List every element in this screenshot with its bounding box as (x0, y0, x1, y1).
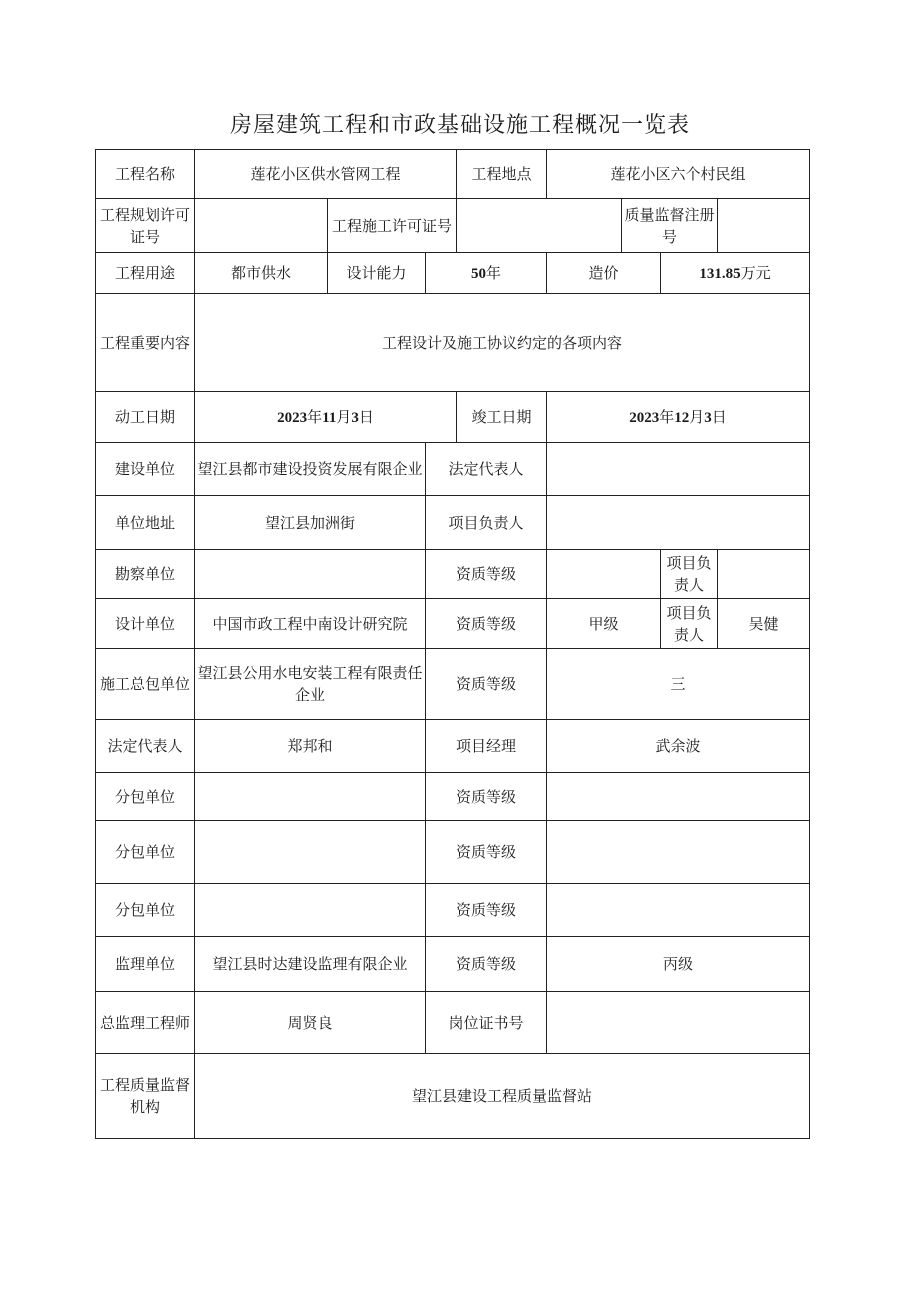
quality-agency-value: 望江县建设工程质量监督站 (195, 1054, 810, 1139)
address-label: 单位地址 (96, 496, 195, 550)
subcontractor-qual-value (547, 884, 810, 937)
design-lead-label: 项目负责人 (661, 599, 718, 649)
end-date-label: 竣工日期 (457, 392, 547, 443)
row-subcontractor-2 (96, 821, 810, 884)
survey-qual-value (547, 550, 661, 599)
row-design (96, 599, 810, 649)
address-value: 望江县加洲街 (195, 496, 426, 550)
project-lead-label: 项目负责人 (426, 496, 547, 550)
end-year: 2023 (629, 409, 660, 426)
row-subcontractor-1 (96, 773, 810, 821)
contractor-rep-value: 郑邦和 (195, 720, 426, 773)
legal-rep-value (547, 443, 810, 496)
row-chief-supervisor (96, 992, 810, 1054)
legal-rep-label: 法定代表人 (426, 443, 547, 496)
capacity-number: 50 (470, 265, 486, 282)
general-qual-value: 三 (547, 649, 810, 720)
row-main-content (96, 294, 810, 392)
subcontractor-label: 分包单位 (96, 884, 195, 937)
subcontractor-value (195, 884, 426, 937)
capacity-label: 设计能力 (328, 253, 426, 294)
cost-unit: 万元 (740, 263, 771, 282)
quality-register-value (718, 199, 810, 253)
survey-lead-value (718, 550, 810, 599)
row-supervision (96, 937, 810, 992)
certificate-label: 岗位证书号 (426, 992, 547, 1054)
quality-agency-label: 工程质量监督机构 (96, 1054, 195, 1139)
quality-register-label: 质量监督注册号 (622, 199, 718, 253)
main-content-value: 工程设计及施工协议约定的各项内容 (195, 294, 810, 392)
row-project-name (96, 150, 810, 199)
construction-permit-label: 工程施工许可证号 (328, 199, 457, 253)
subcontractor-qual-value (547, 773, 810, 821)
start-month-unit: 月 (336, 407, 352, 426)
row-usage (96, 253, 810, 294)
subcontractor-label: 分包单位 (96, 773, 195, 821)
subcontractor-qual-label: 资质等级 (426, 773, 547, 821)
design-lead-value: 吴健 (718, 599, 810, 649)
end-month-unit: 月 (689, 407, 705, 426)
design-value: 中国市政工程中南设计研究院 (195, 599, 426, 649)
survey-lead-label: 项目负责人 (661, 550, 718, 599)
survey-label: 勘察单位 (96, 550, 195, 599)
start-year: 2023 (277, 409, 308, 426)
row-quality-agency (96, 1054, 810, 1139)
supervision-value: 望江县时达建设监理有限企业 (195, 937, 426, 992)
row-contractor-rep (96, 720, 810, 773)
start-day-unit: 日 (358, 407, 374, 426)
usage-value: 都市供水 (195, 253, 328, 294)
subcontractor-qual-value (547, 821, 810, 884)
project-manager-label: 项目经理 (426, 720, 547, 773)
project-overview-table (95, 149, 810, 1139)
chief-supervisor-label: 总监理工程师 (96, 992, 195, 1054)
project-manager-value: 武余波 (547, 720, 810, 773)
row-survey (96, 550, 810, 599)
usage-label: 工程用途 (96, 253, 195, 294)
subcontractor-label: 分包单位 (96, 821, 195, 884)
end-day-unit: 日 (711, 407, 727, 426)
subcontractor-qual-label: 资质等级 (426, 821, 547, 884)
start-date-label: 动工日期 (96, 392, 195, 443)
location-label: 工程地点 (457, 150, 547, 199)
construction-permit-value (457, 199, 622, 253)
start-day: 3 (351, 409, 359, 426)
chief-supervisor-value: 周贤良 (195, 992, 426, 1054)
location-value: 莲花小区六个村民组 (547, 150, 810, 199)
supervision-qual-value: 丙级 (547, 937, 810, 992)
builder-label: 建设单位 (96, 443, 195, 496)
main-content-label: 工程重要内容 (96, 294, 195, 392)
planning-permit-label: 工程规划许可证号 (96, 199, 195, 253)
planning-permit-value (195, 199, 328, 253)
survey-value (195, 550, 426, 599)
row-builder (96, 443, 810, 496)
end-year-unit: 年 (659, 407, 675, 426)
supervision-label: 监理单位 (96, 937, 195, 992)
cost-label: 造价 (547, 253, 661, 294)
design-label: 设计单位 (96, 599, 195, 649)
start-month: 11 (322, 409, 337, 426)
row-permits (96, 199, 810, 253)
subcontractor-value (195, 821, 426, 884)
end-month: 12 (674, 409, 690, 426)
design-qual-label: 资质等级 (426, 599, 547, 649)
project-lead-value (547, 496, 810, 550)
survey-qual-label: 资质等级 (426, 550, 547, 599)
page-title: 房屋建筑工程和市政基础设施工程概况一览表 (229, 113, 690, 138)
row-subcontractor-3 (96, 884, 810, 937)
general-qual-label: 资质等级 (426, 649, 547, 720)
start-year-unit: 年 (307, 407, 323, 426)
cost-value (661, 253, 810, 294)
contractor-rep-label: 法定代表人 (96, 720, 195, 773)
project-name-value: 莲花小区供水管网工程 (195, 150, 457, 199)
row-dates (96, 392, 810, 443)
general-contractor-label: 施工总包单位 (96, 649, 195, 720)
start-date-value (195, 392, 457, 443)
supervision-qual-label: 资质等级 (426, 937, 547, 992)
subcontractor-qual-label: 资质等级 (426, 884, 547, 937)
capacity-unit: 年 (485, 263, 501, 282)
builder-value: 望江县都市建设投资发展有限企业 (195, 443, 426, 496)
end-date-value (547, 392, 810, 443)
certificate-value (547, 992, 810, 1054)
design-qual-value: 甲级 (547, 599, 661, 649)
general-contractor-value: 望江县公用水电安装工程有限责任企业 (195, 649, 426, 720)
row-address (96, 496, 810, 550)
cost-number: 131.85 (699, 265, 741, 282)
end-day: 3 (704, 409, 712, 426)
subcontractor-value (195, 773, 426, 821)
capacity-value (426, 253, 547, 294)
row-general-contractor (96, 649, 810, 720)
project-name-label: 工程名称 (96, 150, 195, 199)
